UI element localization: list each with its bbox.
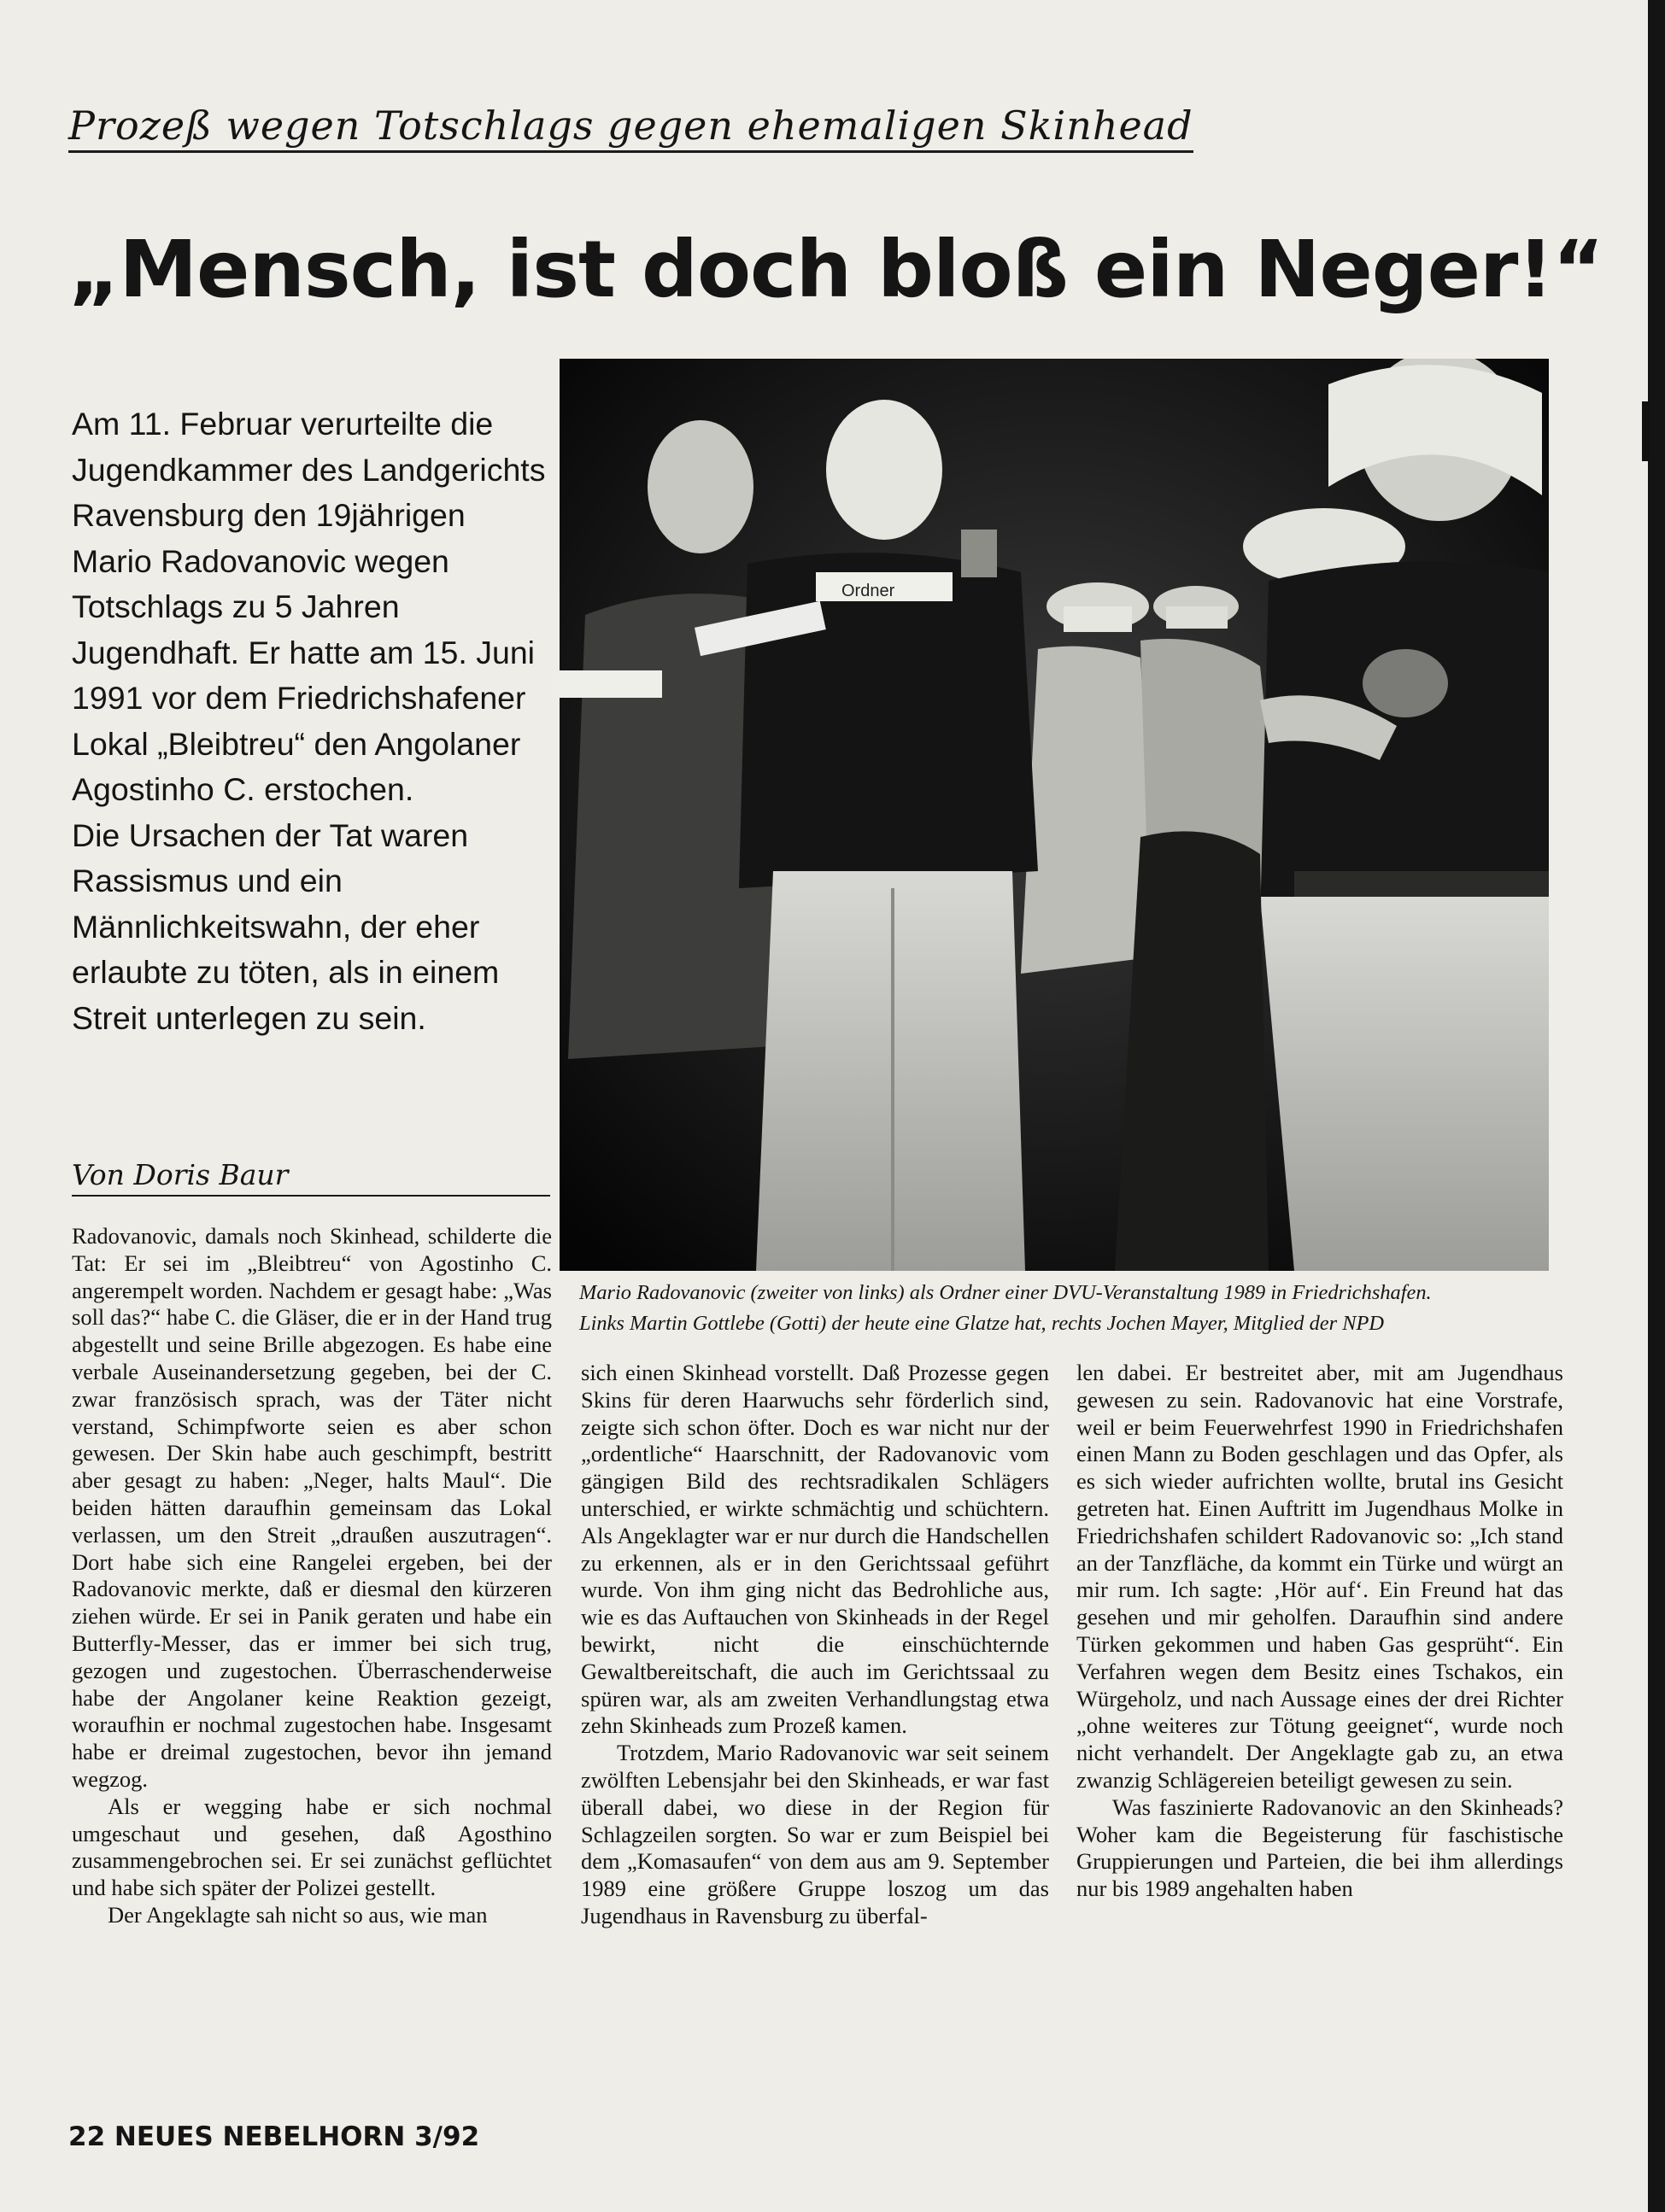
scan-mark: [1642, 401, 1650, 461]
body-paragraph: Radovanovic, damals noch Skinhead, schilderte die Tat: Er sei im „Bleibtreu“ von Agostinho C. angerempelt worden. Nachdem er gesagt habe: „Was soll das?“ habe C. die Gläser, die er in der Hand trug abgestellt und seine Brille abgezogen. Es habe eine verbale Auseinandersetzung gegeben, bei der C. zwar französisch sprach, was der Täter nicht verstand, Schimpfworte seien es aber schon gewesen. Der Skin habe auch geschimpft, bestritt aber gesagt zu haben: „Neger, halts Maul“. Die beiden hätten daraufhin gemeinsam das Lokal verlassen, um den Streit „draußen auszutragen“. Dort habe sich eine Rangelei ergeben, bei der Radovanovic merkte, daß er diesmal den kürzeren ziehen würde. Er sei in Panik geraten und habe ein Butterfly-Messer, das er immer bei sich trug, gezogen und zugestochen. Überraschenderweise habe der Angolaner keine Reaktion gezeigt, woraufhin er nochmal zugestochen habe. Insgesamt habe er dreimal zugestochen, bevor ihn jemand wegzog.: [72, 1223, 552, 1792]
armband-label: Ordner: [841, 582, 895, 600]
body-paragraph: Der Angeklagte sah nicht so aus, wie man: [108, 1901, 488, 1928]
caption-line-1: Mario Radovanovic (zweiter von links) als Ordner einer DVU-Veranstaltung 1989 in Friedrichshafen.: [579, 1281, 1432, 1304]
body-paragraph: Trotzdem, Mario Radovanovic war seit seinem zwölften Lebensjahr bei den Skinheads, er war fast überall dabei, wo diese in der Region für Schlagzeilen sorgten. So war er zum Beispiel bei dem „Komasaufen“ von dem aus am 9. September 1989 eine größere Gruppe loszog um das Jugendhaus in Ravensburg zu überfal-: [581, 1740, 1049, 1928]
lead-paragraph-2: Die Ursachen der Tat waren Rassismus und ein Männlichkeitswahn, der eher erlaubte zu töten, als in einem Streit unterlegen zu sein.: [72, 816, 500, 1036]
article-headline: „Mensch, ist doch bloß ein Neger!“: [68, 224, 1603, 315]
scan-page-edge: [1648, 0, 1665, 2212]
article-byline: Von Doris Baur: [72, 1158, 550, 1197]
page-footer: 22 NEUES NEBELHORN 3/92: [68, 2121, 480, 2152]
lead-paragraph-1: Am 11. Februar verurteilte die Jugendkammer des Landgerichts Ravensburg den 19jährigen Mario Radovanovic wegen Totschlags zu 5 Jahren Jugendhaft. Er hatte am 15. Juni 1991 vor dem Friedrichshafener Lokal „Bleibtreu“ den Angolaner Agostinho C. erstochen.: [72, 406, 546, 807]
body-paragraph: Als er wegging habe er sich nochmal umgeschaut und gesehen, daß Agosthino zusammengebrochen sei. Er sei zunächst geflüchtet und habe sich später der Polizei gestellt.: [72, 1793, 552, 1901]
caption-line-2: Links Martin Gottlebe (Gotti) der heute eine Glatze hat, rechts Jochen Mayer, Mitglied der NPD: [579, 1312, 1384, 1335]
body-paragraph: Was faszinierte Radovanovic an den Skinheads? Woher kam die Begeisterung für faschistische Gruppierungen und Parteien, die bei ihm allerdings nur bis 1989 angehalten haben: [1076, 1794, 1563, 1902]
body-column-2: [581, 1360, 1049, 1930]
article-kicker: Prozeß wegen Totschlags gegen ehemaligen Skinhead: [68, 102, 1193, 153]
body-column-1: [72, 1223, 552, 1929]
article-lead: [72, 401, 550, 1041]
body-paragraph: sich einen Skinhead vorstellt. Daß Prozesse gegen Skins für deren Haarwuchs sehr förderlich sind, zeigte sich schon öfter. Doch es war nicht nur der „ordentliche“ Haarschnitt, der Radovanovic vom gängigen Bild des rechtsradikalen Schlägers unterschied, er wirkte schmächtig und schüchtern. Als Angeklagter war er nur durch die Handschellen zu erkennen, als er in den Gerichtssaal geführt wurde. Von ihm ging nicht das Bedrohliche aus, wie es das Auftauchen von Skinheads in der Regel bewirkt, nicht die einschüchternde Gewaltbereitschaft, die auch im Gerichtssaal zu spüren war, als am zweiten Verhandlungstag etwa zehn Skinheads zum Prozeß kamen.: [581, 1360, 1049, 1739]
body-column-3: [1076, 1360, 1563, 1903]
article-photo: [560, 359, 1549, 1271]
photo-illustration: [560, 359, 1549, 1271]
body-paragraph: len dabei. Er bestreitet aber, mit am Jugendhaus gewesen zu sein. Radovanovic hat eine Vorstrafe, weil er beim Feuerwehrfest 1990 in Friedrichshafen einen Mann zu Boden geschlagen und das Opfer, als es sich wieder aufrichten wollte, brutal ins Gesicht getreten hat. Einen Auftritt im Jugendhaus Molke in Friedrichshafen schildert Radovanovic so: „Ich stand an der Tanzfläche, da kommt ein Türke und würgt an mir rum. Ich sagte: ‚Hör auf‘. Ein Freund hat das gesehen und mir geholfen. Daraufhin sind andere Türken gekommen und haben Gas gesprüht“. Ein Verfahren wegen dem Besitz eines Tschakos, ein Würgeholz, und nach Aussage eines der drei Richter „ohne weiteres zur Tötung geeignet“, wurde noch nicht verhandelt. Der Angeklagte gab zu, an etwa zwanzig Schlägereien beteiligt gewesen zu sein.: [1076, 1360, 1563, 1793]
photo-caption: [579, 1278, 1570, 1339]
